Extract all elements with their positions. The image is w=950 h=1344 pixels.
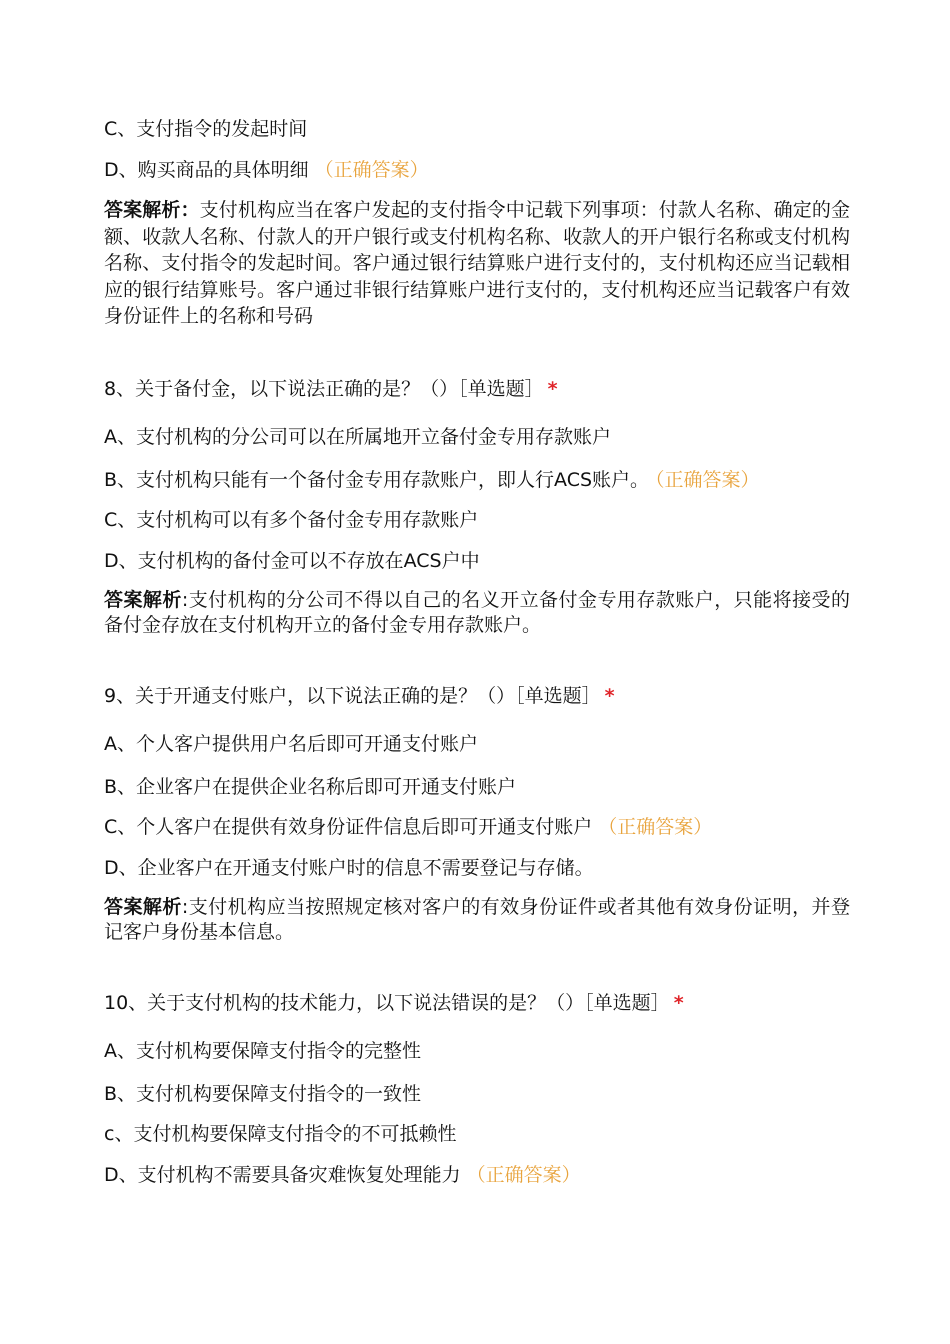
q10-option-c: c、支付机构要保障支付指令的不可抵赖性 <box>104 1123 457 1145</box>
required-star: * <box>673 992 684 1014</box>
q9-option-c: C、个人客户在提供有效身份证件信息后即可开通支付账户 （正确答案） <box>104 816 713 838</box>
required-star: * <box>604 685 615 707</box>
q9-explanation <box>104 895 850 945</box>
q8-option-d: D、支付机构的备付金可以不存放在ACS户中 <box>104 550 480 572</box>
explanation-text: 支付机构应当在客户发起的支付指令中记载下列事项：付款人名称、确定的金额、收款人名称、付款人的开户银行或支付机构名称、收款人的开户银行名称或支付机构名称、支付指令的发起时间。客户通过银行结算账户进行支付的，支付机构还应当记载相应的银行结算账号。客户通过非银行结算账户进行支付的，支付机构还应当记载客户有效身份证件上的名称和号码 <box>104 199 850 327</box>
q8-explanation <box>104 588 850 638</box>
q8-option-a: A、支付机构的分公司可以在所属地开立备付金专用存款账户 <box>104 426 611 448</box>
correct-answer-tag: （正确答案） <box>598 816 713 838</box>
q8-question: 8、关于备付金，以下说法正确的是？（）［单选题］ * <box>104 378 558 400</box>
q10-option-a: A、支付机构要保障支付指令的完整性 <box>104 1040 421 1062</box>
correct-answer-tag: （正确答案） <box>466 1164 581 1186</box>
q10-option-b: B、支付机构要保障支付指令的一致性 <box>104 1083 422 1105</box>
explanation-label: 答案解析： <box>104 199 200 221</box>
explanation-label: 答案解析 <box>104 896 182 918</box>
q8-option-b: B、支付机构只能有一个备付金专用存款账户，即人行ACS账户。 （正确答案） <box>104 469 760 491</box>
q9-option-b: B、企业客户在提供企业名称后即可开通支付账户 <box>104 776 517 798</box>
q7-option-d: D、购买商品的具体明细 （正确答案） <box>104 159 429 181</box>
q8-option-c: C、支付机构可以有多个备付金专用存款账户 <box>104 509 479 531</box>
required-star: * <box>547 378 558 400</box>
q10-option-d: D、支付机构不需要具备灾难恢复处理能力 （正确答案） <box>104 1164 581 1186</box>
q7-option-c: C、支付指令的发起时间 <box>104 118 308 140</box>
q9-question: 9、关于开通支付账户，以下说法正确的是？（）［单选题］ * <box>104 685 615 707</box>
q7-explanation <box>104 197 850 330</box>
explanation-label: 答案解析 <box>104 589 182 611</box>
correct-answer-tag: （正确答案） <box>655 469 760 491</box>
explanation-text: :支付机构应当按照规定核对客户的有效身份证件或者其他有效身份证明，并登记客户身份基本信息。 <box>104 896 850 943</box>
q9-option-a: A、个人客户提供用户名后即可开通支付账户 <box>104 733 478 755</box>
q10-question: 10、关于支付机构的技术能力，以下说法错误的是？（）［单选题］ * <box>104 992 684 1014</box>
correct-answer-tag: （正确答案） <box>314 159 429 181</box>
q9-option-d: D、企业客户在开通支付账户时的信息不需要登记与存储。 <box>104 857 594 879</box>
explanation-text: :支付机构的分公司不得以自己的名义开立备付金专用存款账户，只能将接受的备付金存放在支付机构开立的备付金专用存款账户。 <box>104 589 850 636</box>
